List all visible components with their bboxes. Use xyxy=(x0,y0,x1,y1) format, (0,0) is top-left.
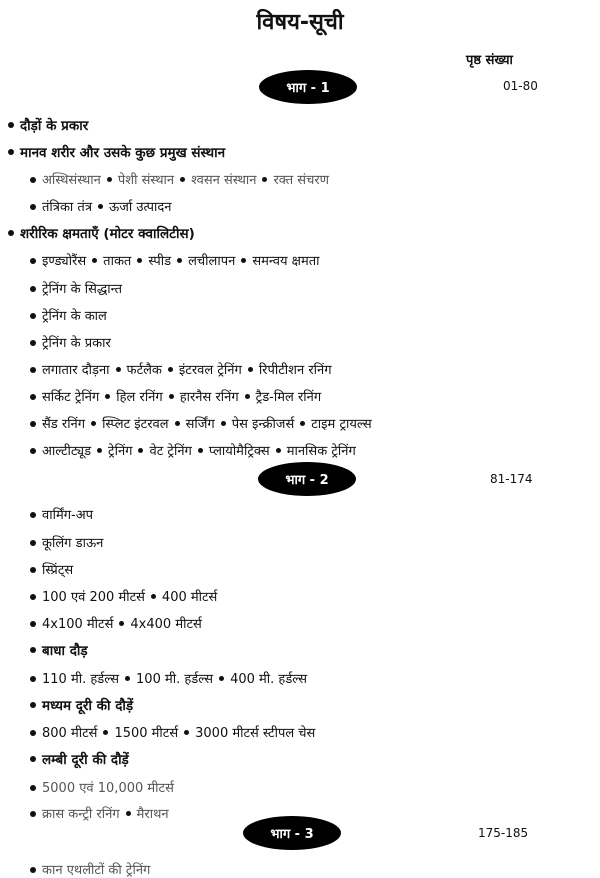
toc-item: 800 मीटर्स xyxy=(42,726,98,741)
separator-dot-icon xyxy=(125,676,130,681)
bullet-icon xyxy=(8,149,14,155)
toc-item: ट्रेनिंग के काल xyxy=(42,309,107,324)
bullet-icon xyxy=(30,313,36,319)
toc-item: स्प्रिंट्स xyxy=(42,563,74,578)
part-1-badge: भाग - 1 xyxy=(259,70,357,104)
toc-item: इंटरवल ट्रेनिंग xyxy=(178,363,242,378)
toc-item: श्वसन संस्थान xyxy=(191,173,257,188)
separator-dot-icon xyxy=(126,811,131,816)
toc-item: कूलिंग डाऊन xyxy=(42,536,104,551)
separator-dot-icon xyxy=(105,394,110,399)
separator-dot-icon xyxy=(91,421,96,426)
bullet-icon xyxy=(30,567,36,573)
toc-item: ट्रेनिंग के सिद्धान्त xyxy=(42,282,123,297)
toc-item: कान एथलीटों की ट्रेनिंग xyxy=(42,863,151,878)
toc-item: 3000 मीटर्स स्टीपल चेस xyxy=(195,726,316,741)
separator-dot-icon xyxy=(138,448,143,453)
separator-dot-icon xyxy=(168,367,173,372)
separator-dot-icon xyxy=(98,204,103,209)
bullet-icon xyxy=(30,340,36,346)
separator-dot-icon xyxy=(198,448,203,453)
toc-line xyxy=(30,360,332,378)
toc-line xyxy=(30,641,88,659)
bullet-icon xyxy=(30,540,36,546)
bullet-icon xyxy=(30,756,36,762)
toc-item: मैराथन xyxy=(136,807,169,822)
toc-item: दौड़ों के प्रकार xyxy=(20,118,89,134)
toc-item: सैंड रनिंग xyxy=(42,417,86,432)
toc-item: पेस इन्क्रीजर्स xyxy=(231,417,295,432)
toc-item: स्पीड xyxy=(148,254,172,269)
separator-dot-icon xyxy=(103,730,108,735)
separator-dot-icon xyxy=(116,367,121,372)
toc-item: मध्यम दूरी की दौड़ें xyxy=(42,698,134,714)
toc-item: ट्रेनिंग के प्रकार xyxy=(42,336,111,351)
toc-line xyxy=(30,669,307,687)
toc-item: लगातार दौड़ना xyxy=(42,363,110,378)
toc-line xyxy=(30,778,174,796)
toc-line xyxy=(30,696,133,714)
toc-item: 1500 मीटर्स xyxy=(114,726,179,741)
separator-dot-icon xyxy=(177,258,182,263)
toc-item: लचीलापन xyxy=(188,254,236,269)
toc-item: 4x400 मीटर्स xyxy=(130,617,202,632)
separator-dot-icon xyxy=(276,448,281,453)
toc-item: आल्टीट्यूड xyxy=(42,444,92,459)
toc-line xyxy=(8,143,225,161)
toc-line xyxy=(30,804,169,822)
bullet-icon xyxy=(30,204,36,210)
separator-dot-icon xyxy=(92,258,97,263)
separator-dot-icon xyxy=(300,421,305,426)
bullet-icon xyxy=(30,702,36,708)
separator-dot-icon xyxy=(107,177,112,182)
separator-dot-icon xyxy=(97,448,102,453)
part-3-page-range: 175-185 xyxy=(478,826,529,840)
toc-line xyxy=(30,560,73,578)
toc-line xyxy=(30,441,356,459)
bullet-icon xyxy=(30,448,36,454)
toc-item: शरीरिक क्षमताएँ (मोटर क्वालिटीस) xyxy=(20,226,195,242)
toc-line xyxy=(30,723,315,741)
toc-item: सर्किट ट्रेनिंग xyxy=(42,390,100,405)
toc-line xyxy=(8,116,88,134)
separator-dot-icon xyxy=(180,177,185,182)
toc-item: पेशी संस्थान xyxy=(117,173,175,188)
toc-item: 4x100 मीटर्स xyxy=(42,617,114,632)
bullet-icon xyxy=(30,676,36,682)
toc-line xyxy=(30,614,202,632)
separator-dot-icon xyxy=(151,594,156,599)
toc-line xyxy=(30,279,122,297)
part-2-badge: भाग - 2 xyxy=(258,462,356,496)
part-2-page-range: 81-174 xyxy=(490,472,533,486)
toc-item: ताकत xyxy=(103,254,132,269)
toc-item: लम्बी दूरी की दौड़ें xyxy=(42,752,129,768)
toc-item: तंत्रिका तंत्र xyxy=(42,200,93,215)
bullet-icon xyxy=(30,647,36,653)
separator-dot-icon xyxy=(169,394,174,399)
page-number-column-label: पृष्ठ संख्या xyxy=(466,53,513,68)
bullet-icon xyxy=(8,230,14,236)
toc-line xyxy=(30,197,172,215)
part-3-badge: भाग - 3 xyxy=(243,816,341,850)
part-1-page-range: 01-80 xyxy=(503,79,538,93)
toc-item: 110 मी. हर्डल्स xyxy=(42,672,120,687)
toc-item: क्रास कन्ट्री रनिंग xyxy=(42,807,120,822)
toc-item: समन्वय क्षमता xyxy=(252,254,320,269)
toc-item: वार्मिंग-अप xyxy=(42,508,94,523)
toc-item: हारनैस रनिंग xyxy=(179,390,239,405)
separator-dot-icon xyxy=(241,258,246,263)
bullet-icon xyxy=(30,621,36,627)
separator-dot-icon xyxy=(248,367,253,372)
toc-line xyxy=(30,860,150,878)
separator-dot-icon xyxy=(219,676,224,681)
bullet-icon xyxy=(30,286,36,292)
toc-item: स्प्लिट इंटरवल xyxy=(102,417,169,432)
bullet-icon xyxy=(30,421,36,427)
separator-dot-icon xyxy=(137,258,142,263)
separator-dot-icon xyxy=(262,177,267,182)
toc-line xyxy=(30,505,93,523)
toc-item: सर्जिंग xyxy=(185,417,215,432)
toc-item: मानसिक ट्रेनिंग xyxy=(286,444,356,459)
toc-item: फर्टलैक xyxy=(126,363,162,378)
bullet-icon xyxy=(30,594,36,600)
toc-item: 100 मी. हर्डल्स xyxy=(136,672,214,687)
bullet-icon xyxy=(30,394,36,400)
toc-item: इण्ड्योरैंस xyxy=(42,254,87,269)
toc-item: अस्थिसंस्थान xyxy=(42,173,101,188)
toc-item: 100 एवं 200 मीटर्स xyxy=(42,590,145,605)
bullet-icon xyxy=(30,512,36,518)
toc-line xyxy=(30,750,129,768)
toc-line xyxy=(8,224,195,242)
toc-item: हिल रनिंग xyxy=(116,390,163,405)
toc-item: टाइम ट्रायल्स xyxy=(311,417,372,432)
bullet-icon xyxy=(30,867,36,873)
toc-line xyxy=(30,387,321,405)
toc-item: ट्रैड-मिल रनिंग xyxy=(255,390,322,405)
separator-dot-icon xyxy=(221,421,226,426)
toc-line xyxy=(30,306,107,324)
bullet-icon xyxy=(30,811,36,817)
page-title: विषय-सूची xyxy=(256,10,344,35)
toc-item: रिपीटीशन रनिंग xyxy=(258,363,332,378)
toc-item: वेट ट्रेनिंग xyxy=(149,444,192,459)
separator-dot-icon xyxy=(175,421,180,426)
toc-item: ट्रेनिंग xyxy=(108,444,133,459)
toc-item: ऊर्जा उत्पादन xyxy=(109,200,172,215)
separator-dot-icon xyxy=(119,621,124,626)
toc-item: रक्त संचरण xyxy=(273,173,330,188)
toc-line xyxy=(30,587,217,605)
toc-line xyxy=(30,333,111,351)
bullet-icon xyxy=(30,730,36,736)
separator-dot-icon xyxy=(184,730,189,735)
bullet-icon xyxy=(30,785,36,791)
separator-dot-icon xyxy=(245,394,250,399)
toc-item: 5000 एवं 10,000 मीटर्स xyxy=(42,781,174,796)
toc-line xyxy=(30,251,320,269)
toc-item: 400 मी. हर्डल्स xyxy=(230,672,308,687)
bullet-icon xyxy=(30,177,36,183)
bullet-icon xyxy=(30,258,36,264)
toc-item: मानव शरीर और उसके कुछ प्रमुख संस्थान xyxy=(20,145,226,161)
toc-item: 400 मीटर्स xyxy=(161,590,218,605)
bullet-icon xyxy=(30,367,36,373)
toc-item: प्लायोमैट्रिक्स xyxy=(208,444,270,459)
bullet-icon xyxy=(8,122,14,128)
toc-line xyxy=(30,414,372,432)
toc-line xyxy=(30,533,103,551)
toc-item: बाधा दौड़ xyxy=(42,643,88,659)
toc-line xyxy=(30,170,329,188)
